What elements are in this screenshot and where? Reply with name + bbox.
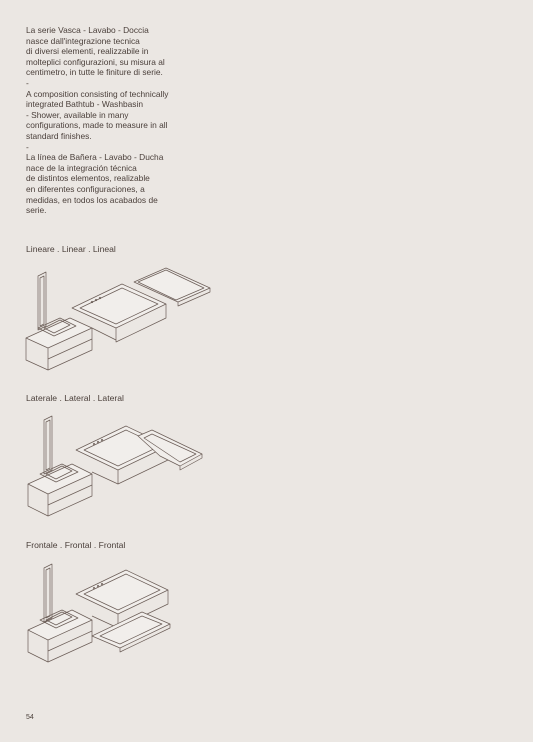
page-number: 54 bbox=[26, 714, 34, 721]
section-label-lineare: Lineare . Linear . Lineal bbox=[26, 244, 116, 254]
section-label-frontale: Frontale . Frontal . Frontal bbox=[26, 540, 126, 550]
separator: - bbox=[26, 141, 29, 152]
section-label-laterale: Laterale . Lateral . Lateral bbox=[26, 393, 124, 403]
intro-spanish: La línea de Bañera - Lavabo - Ducha nace de la integración técnica de distintos elementos, realizable en diferentes configuraciones, a medidas, en todos los acabados de serie. bbox=[26, 152, 164, 216]
drawing-laterale bbox=[20, 410, 220, 520]
intro-english: A composition consisting of technically integrated Bathtub - Washbasin - Shower, available in many configurations, made to measure in all standard finishes. bbox=[26, 88, 169, 141]
intro-italian: La serie Vasca - Lavabo - Doccia nasce dall'integrazione tecnica di diversi elementi, realizzabile in molteplici configurazioni, su misura al centimetro, in tutte le finiture di serie. bbox=[26, 25, 165, 78]
drawing-frontale bbox=[20, 558, 220, 668]
intro-text bbox=[26, 25, 186, 216]
drawing-lineare bbox=[20, 262, 220, 372]
separator: - bbox=[26, 77, 29, 88]
